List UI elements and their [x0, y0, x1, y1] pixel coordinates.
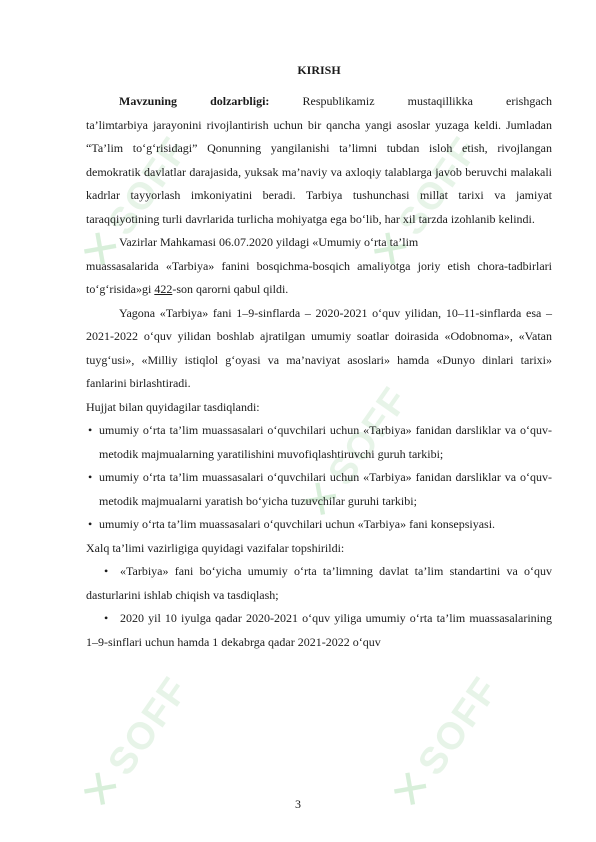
relevance-first-line: [86, 90, 552, 114]
watermark: ✕SOFF: [290, 379, 418, 529]
list-item: • umumiy o‘rta ta’lim muassasalari o‘quvchilari uchun «Tarbiya» fanidan darsliklar va o‘quv-metodik majmualarni yaratish bo‘yicha tuzuvchilar guruhi tarkibi;: [86, 466, 552, 513]
relevance-body: ta’limtarbiya jarayonini rivojlantirish uchun bir qancha yangi asoslar yuzaga keldi. Jumladan “Ta’lim to‘g‘risidagi” Qonunning yangilanishi ta’limni tubdan isloh etish, rivojlangan demokratik davlatlar darajasida, yuksak ma’naviy va axloqiy talablarga javob beruvchi malakali kadrlar tayyorlash imkoniyatini beradi. Tarbiya tushunchasi millat tarixi va jamiyat taraqqiyotining turli davrlarida turlicha mohiyatga ega bo‘lib, har xil tarzda izohlanib kelindi.: [86, 117, 552, 226]
list-item: • «Tarbiya» fani bo‘yicha umumiy o‘rta ta’limning davlat ta’lim standartini va o‘quv dasturlarini ishlab chiqish va tasdiqlash;: [86, 560, 552, 607]
bullet-icon: •: [104, 611, 109, 625]
tasks-list: [86, 560, 552, 654]
page-title: KIRISH: [297, 63, 341, 77]
watermark-logo-icon: ✕: [290, 468, 354, 529]
bullet-icon: •: [104, 564, 109, 578]
watermark-logo-icon: ✕: [70, 218, 134, 279]
paragraph-decree: [86, 231, 552, 255]
document-body: [86, 62, 552, 654]
decree-text-a: muassasalarida «Tarbiya» fanini bosqichma-bosqich amaliyotga joriy etish chora-tadbirlari to‘g‘risida»gi: [86, 258, 552, 296]
relevance-label: Mavzuning dolzarbligi:: [119, 94, 270, 108]
paragraph-relevance: [86, 90, 552, 231]
decree-first-line: Vazirlar Mahkamasi 06.07.2020 yildagi «Umumiy o‘rta ta’lim: [119, 235, 419, 249]
watermark-logo-icon: ✕: [380, 758, 444, 819]
watermark-logo-icon: ✕: [360, 218, 424, 279]
watermark-logo-icon: ✕: [70, 758, 134, 819]
watermark: ✕SOFF: [380, 669, 508, 819]
list-item: • 2020 yil 10 iyulga qadar 2020-2021 o‘quv yiliga umumiy o‘rta ta’lim muassasalarining 1–9-sinflari uchun hamda 1 dekabrga qadar 2021-2022 o‘quv: [86, 607, 552, 654]
paragraph-subject: Yagona «Tarbiya» fani 1–9-sinflarda – 2020-2021 o‘quv yilidan, 10–11-sinflarda esa – 2021-2022 o‘quv yilidan boshlab ajratilgan umumiy soatlar doirasida «Odobnoma», «Vatan tuyg‘usi», «Milliy istiqlol g‘oyasi va ma’naviyat asoslari» hamda «Dunyo dinlari tarixi» fanlarini birlashtiradi.: [86, 305, 552, 390]
list-item: • umumiy o‘rta ta’lim muassasalari o‘quvchilari uchun «Tarbiya» fanidan darsliklar va o‘quv-metodik majmualarning yaratilishini muvofiqlashtiruvchi guruh tarkibi;: [86, 419, 552, 466]
list-item: • umumiy o‘rta ta’lim muassasalari o‘quvchilari uchun «Tarbiya» fani konsepsiyasi.: [86, 513, 552, 537]
watermark: ✕SOFF: [70, 129, 198, 279]
decree-text-b: -son qarorni qabul qildi.: [172, 282, 289, 296]
approved-intro: Hujjat bilan quyidagilar tasdiqlandi:: [86, 399, 260, 414]
page-number: 3: [295, 797, 301, 811]
paragraph-decree-cont: [86, 255, 552, 302]
watermark: ✕SOFF: [360, 129, 488, 279]
watermark: ✕SOFF: [70, 669, 198, 819]
approved-list: [86, 419, 552, 537]
decree-number: 422: [154, 282, 173, 296]
tasks-intro: Xalq ta’limi vazirligiga quyidagi vazifalar topshirildi:: [86, 540, 345, 555]
relevance-first-text: Respublikamiz mustaqillikka erishgach: [302, 94, 553, 108]
